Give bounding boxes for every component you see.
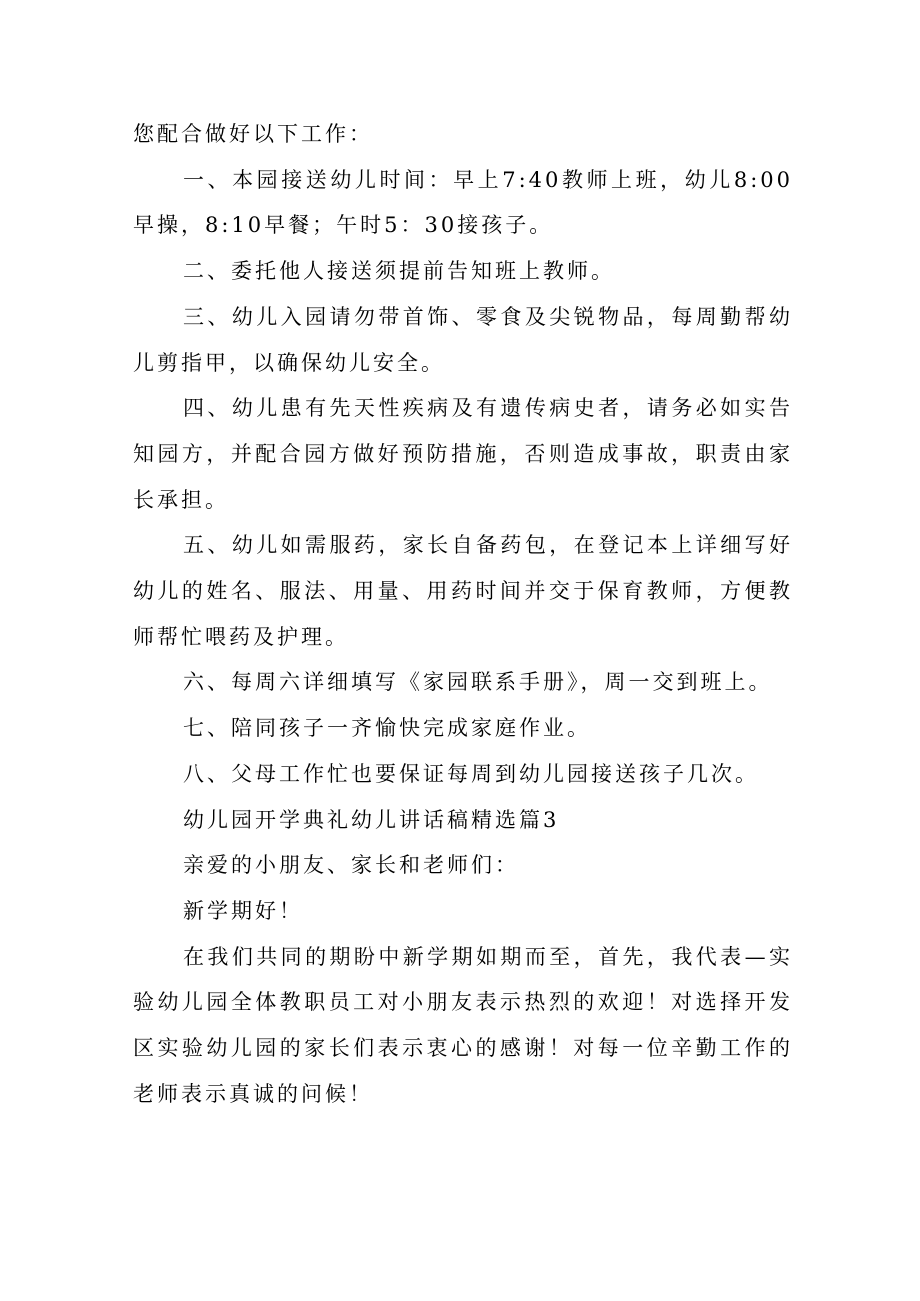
rule-7-homework: 七、陪同孩子一齐愉快完成家庭作业。: [183, 716, 591, 741]
intro-line: 您配合做好以下工作：: [133, 122, 373, 146]
document-body: [133, 112, 793, 1117]
rule-4-medical-history: 四、幼儿患有先天性疾病及有遗传病史者，请务必如实告知园方，并配合园方做好预防措施，否则造成事故，职责由家长承担。: [133, 396, 793, 512]
rule-8-parent-pickup: 八、父母工作忙也要保证每周到幼儿园接送孩子几次。: [183, 761, 759, 786]
rule-2-delegate-pickup: 二、委托他人接送须提前告知班上教师。: [183, 259, 615, 284]
section-heading: 幼儿园开学典礼幼儿讲话稿精选篇3: [183, 807, 560, 832]
salutation: 亲爱的小朋友、家长和老师们：: [183, 853, 519, 878]
rule-3-safety-items: 三、幼儿入园请勿带首饰、零食及尖锐物品，每周勤帮幼儿剪指甲，以确保幼儿安全。: [133, 304, 793, 375]
rule-6-contact-handbook: 六、每周六详细填写《家园联系手册》，周一交到班上。: [183, 670, 773, 695]
rule-5-medication: 五、幼儿如需服药，家长自备药包，在登记本上详细写好幼儿的姓名、服法、用量、用药时间并交于保育教师，方便教师帮忙喂药及护理。: [133, 533, 793, 649]
rule-1-pickup-time: 一、本园接送幼儿时间：早上7:40教师上班，幼儿8:00早操，8:10早餐；午时5：30接孩子。: [133, 167, 793, 238]
speech-paragraph: 在我们共同的期盼中新学期如期而至，首先，我代表—实验幼儿园全体教职员工对小朋友表示热烈的欢迎！对选择开发区实验幼儿园的家长们表示衷心的感谢！对每一位辛勤工作的老师表示真诚的问候！: [133, 944, 793, 1106]
greeting: 新学期好！: [183, 898, 303, 923]
